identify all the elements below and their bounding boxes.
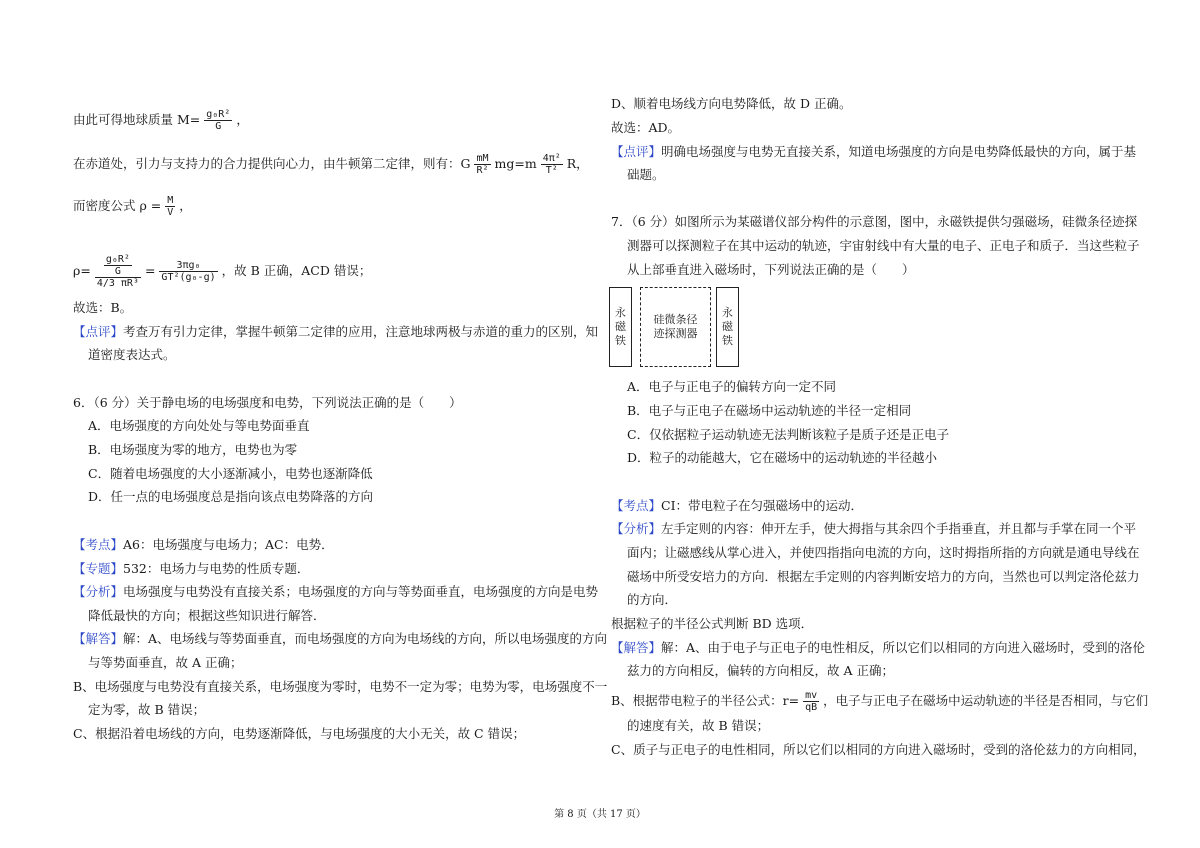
rho-eq: = xyxy=(144,263,156,278)
equator-text: 在赤道处，引力与支持力的合力提供向心力，由牛顿第二定律，则有：G xyxy=(73,156,471,171)
figure-magnet-right-label: 永磁铁 xyxy=(722,306,733,347)
q6-d-text: D、顺着电场线方向电势降低，故 D 正确。 xyxy=(611,96,852,111)
q7-line-3: 从上部垂直进入磁场时，下列说法正确的是（ ） xyxy=(627,262,915,277)
q7-jieda xyxy=(611,640,1145,656)
q6-comment-tag: 【点评】 xyxy=(611,144,662,159)
rho-f1-inner-den: G xyxy=(114,266,121,277)
q7-option-c: C．仅依据粒子运动轨迹无法判断该粒子是质子还是正电子 xyxy=(627,427,950,442)
density-den: V xyxy=(167,207,174,218)
equator-f2-num: 4π² xyxy=(542,153,561,164)
q6-c-text: C、根据沿着电场线的方向，电势逐渐降低，与电场强度的大小无关，故 C 错误； xyxy=(73,726,526,741)
comment1-line xyxy=(73,324,598,340)
rho-frac-1 xyxy=(95,254,141,289)
q7-jieda-tag: 【解答】 xyxy=(611,640,662,655)
q6-fenxi-tag: 【分析】 xyxy=(73,584,124,599)
q6-zhuanti-tag: 【专题】 xyxy=(73,561,124,576)
density-suffix: ， xyxy=(179,198,192,213)
mass-frac-num: g₀R² xyxy=(206,109,231,120)
figure-detector-label: 硅微条径迹探测器 xyxy=(653,313,698,340)
radius-frac-num: mv xyxy=(805,690,818,701)
q6-choose: 故选：AD。 xyxy=(611,120,681,135)
q6-zhuanti-text: 532：电场力与电势的性质专题． xyxy=(123,561,310,576)
equator-f1-den: R² xyxy=(476,165,489,176)
q7-fenxi-line-3: 磁场中所受安培力的方向．根据左手定则的内容判断安培力的方向，当然也可以判定洛伦兹力 xyxy=(627,569,1140,584)
figure-detector xyxy=(640,287,711,367)
rho-line xyxy=(73,254,371,289)
q6-option-c: C．随着电场强度的大小逐渐减小，电势也逐渐降低 xyxy=(88,466,373,481)
equator-end: R， xyxy=(566,156,589,171)
rho-suffix: ，故 B 正确，ACD 错误； xyxy=(221,263,372,278)
radius-frac-den: qB xyxy=(805,702,818,713)
radius-fraction xyxy=(803,690,819,713)
q6-jieda xyxy=(73,631,607,647)
density-prefix: 而密度公式 ρ = xyxy=(73,198,162,213)
q7-kaodian xyxy=(611,498,863,514)
equator-f2-den: T² xyxy=(545,165,558,176)
q7-fenxi xyxy=(611,521,1136,537)
q7-jieda-text: 解：A、由于电子与正电子的电性相反，所以它们以相同的方向进入磁场时，受到的洛伦 xyxy=(661,640,1146,655)
q6-jieda-tag: 【解答】 xyxy=(73,631,124,646)
q6-jieda-text: 解：A、电场线与等势面垂直，而电场强度的方向为电场线的方向，所以电场强度的方向 xyxy=(123,631,608,646)
q6-title: 6．（6 分）关于静电场的电场强度和电势，下列说法正确的是（ ） xyxy=(73,395,462,410)
equator-frac-1 xyxy=(474,153,490,176)
page-footer: 第 8 页（共 17 页） xyxy=(554,809,646,820)
q7-option-a: A．电子与正电子的偏转方向一定不同 xyxy=(627,379,837,394)
rho-frac-2 xyxy=(159,260,217,283)
mass-formula-line xyxy=(73,109,249,132)
choose-b: 故选：B。 xyxy=(73,300,133,315)
q7-line-2: 测器可以探测粒子在其中运动的轨迹，宇宙射线中有大量的电子、正电子和质子．当这些粒子 xyxy=(627,238,1140,253)
q7-b-line xyxy=(611,690,1148,713)
q6-option-b: B．电场强度为零的地方，电势也为零 xyxy=(88,442,298,457)
q6-kaodian-text: A6：电场强度与电场力；AC：电势． xyxy=(123,537,334,552)
q7-radius-line: 根据粒子的半径公式判断 BD 选项． xyxy=(611,616,814,631)
q7-option-d: D．粒子的动能越大，它在磁场中的运动轨迹的半径越小 xyxy=(627,450,938,465)
mass-fraction xyxy=(204,109,232,132)
rho-prefix: ρ= xyxy=(73,263,91,278)
rho-f2-num: 3πg₀ xyxy=(159,260,217,272)
figure-magnet-right xyxy=(716,287,739,367)
figure-magnet-left-label: 永磁铁 xyxy=(615,306,626,347)
q6-fenxi-cont: 降低最快的方向；根据这些知识进行解答． xyxy=(88,608,326,623)
mass-prefix: 由此可得地球质量 M= xyxy=(73,112,201,127)
equator-f1-num: mM xyxy=(476,153,489,164)
q7-fenxi-line-4: 的方向． xyxy=(627,592,678,607)
q6-comment xyxy=(611,144,1136,160)
q7-line-1: 7．（6 分）如图所示为某磁谱仪部分构件的示意图，图中，永磁铁提供匀强磁场，硅微条径迹探 xyxy=(611,214,1138,229)
density-fraction xyxy=(165,195,175,218)
q7-kaodian-text: CI：带电粒子在匀强磁场中的运动． xyxy=(661,498,864,513)
mass-suffix: ， xyxy=(236,112,249,127)
q7-fenxi-tag: 【分析】 xyxy=(611,521,662,536)
q6-kaodian-tag: 【考点】 xyxy=(73,537,124,552)
q6-option-a: A．电场强度的方向处处与等电势面垂直 xyxy=(88,418,310,433)
rho-f1-bottom: 4/3 πR³ xyxy=(96,278,139,289)
comment1-tag: 【点评】 xyxy=(73,324,124,339)
comment1-cont: 道密度表达式。 xyxy=(88,347,176,362)
q6-fenxi xyxy=(73,584,598,600)
q7-option-b: B．电子与正电子在磁场中运动轨迹的半径一定相同 xyxy=(627,403,912,418)
q6-b-text: B、电场强度与电势没有直接关系，电场强度为零时，电势不一定为零；电势为零，电场强度不一 xyxy=(73,679,608,694)
q6-jieda-cont: 与等势面垂直，故 A 正确； xyxy=(88,655,243,670)
density-num: M xyxy=(167,195,174,206)
q6-option-d: D．任一点的电场强度总是指向该点电势降落的方向 xyxy=(88,489,374,504)
q6-zhuanti xyxy=(73,561,309,577)
figure-magnet-left xyxy=(609,287,632,367)
q7-b-suffix: ，电子与正电子在磁场中运动轨迹的半径是否相同，与它们 xyxy=(823,693,1149,708)
q6-kaodian xyxy=(73,537,334,553)
q7-jieda-cont: 兹力的方向相反，偏转的方向相反，故 A 正确； xyxy=(627,663,894,678)
density-line xyxy=(73,195,192,218)
q6-comment-text: 明确电场强度与电势无直接关系，知道电场强度的方向是电势降低最快的方向，属于基 xyxy=(661,144,1137,159)
q7-b-prefix: B、根据带电粒子的半径公式：r= xyxy=(611,693,800,708)
equator-mid: mg=m xyxy=(494,156,537,171)
rho-f1-inner-num: g₀R² xyxy=(105,254,130,265)
equator-line xyxy=(73,153,589,176)
mass-frac-den: G xyxy=(215,121,222,132)
q7-c-text: C、质子与正电子的电性相同，所以它们以相同的方向进入磁场时，受到的洛伦兹力的方向相同， xyxy=(611,742,1146,757)
equator-frac-2 xyxy=(541,153,563,176)
rho-f1-top xyxy=(95,254,141,278)
q7-fenxi-line-2: 面内；让磁感线从掌心进入，并使四指指向电流的方向，这时拇指所指的方向就是通电导线在 xyxy=(627,545,1140,560)
q6-b-cont: 定为零，故 B 错误； xyxy=(88,702,206,717)
q7-fenxi-text: 左手定则的内容：伸开左手，使大拇指与其余四个手指垂直，并且都与手掌在同一个平 xyxy=(661,521,1137,536)
q6-comment-cont: 础题。 xyxy=(627,167,665,182)
comment1-text: 考查万有引力定律，掌握牛顿第二定律的应用，注意地球两极与赤道的重力的区别，知 xyxy=(123,324,599,339)
q7-b-cont: 的速度有关，故 B 错误； xyxy=(627,718,770,733)
q6-fenxi-text: 电场强度与电势没有直接关系；电场强度的方向与等势面垂直，电场强度的方向是电势 xyxy=(123,584,599,599)
rho-f2-den: GT²(g₀-g) xyxy=(161,272,216,283)
rho-f1-inner xyxy=(104,254,132,277)
q7-kaodian-tag: 【考点】 xyxy=(611,498,662,513)
